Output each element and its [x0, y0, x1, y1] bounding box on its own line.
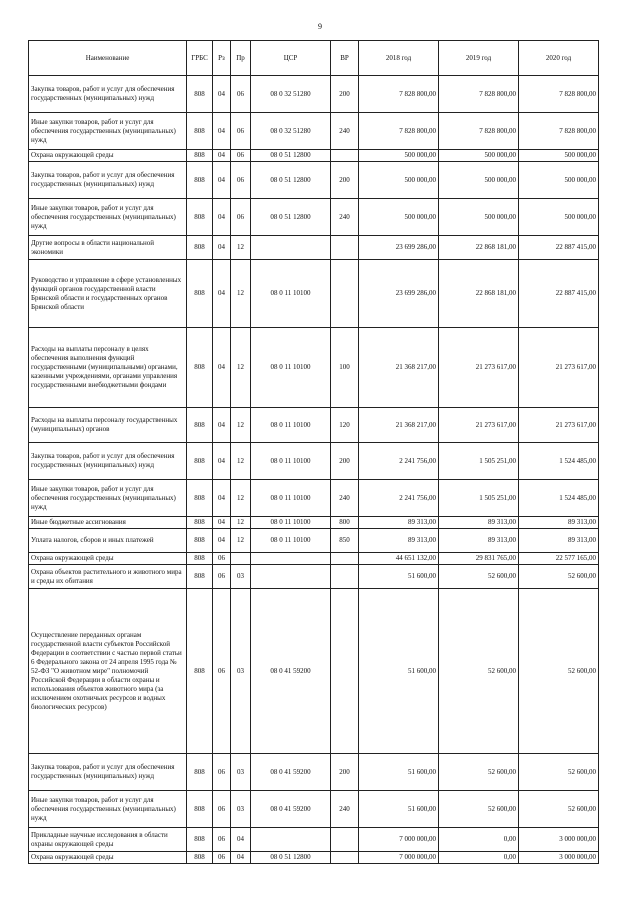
cell-rz: 06 — [213, 565, 231, 589]
cell-vr — [331, 589, 359, 754]
cell-grbs: 808 — [187, 162, 213, 199]
cell-rz: 06 — [213, 553, 231, 565]
cell-y2018: 2 241 756,00 — [359, 443, 439, 480]
table-row — [29, 553, 599, 565]
cell-csr: 08 0 32 51280 — [251, 113, 331, 150]
cell-name: Иные закупки товаров, работ и услуг для обеспечения государственных (муниципальных) нужд — [29, 199, 187, 236]
table-row — [29, 517, 599, 529]
cell-vr: 100 — [331, 328, 359, 408]
cell-pr: 12 — [231, 443, 251, 480]
cell-vr — [331, 852, 359, 864]
cell-vr — [331, 150, 359, 162]
cell-grbs: 808 — [187, 517, 213, 529]
cell-vr: 240 — [331, 113, 359, 150]
cell-csr — [251, 828, 331, 852]
cell-name: Осуществление переданных органам государственной власти субъектов Российской Федерации в соответствии с частью первой статьи 6 Федерального закона от 24 апреля 1995 года № 52-ФЗ "О животном мире" полномочий Российской Федерации в области охраны и использования объектов животного мира (за исключением охотничьих ресурсов и водных биологических ресурсов) — [29, 589, 187, 754]
cell-y2019: 22 868 181,00 — [439, 236, 519, 260]
cell-y2020: 22 887 415,00 — [519, 260, 599, 328]
cell-y2019: 22 868 181,00 — [439, 260, 519, 328]
cell-y2019: 7 828 800,00 — [439, 76, 519, 113]
cell-vr — [331, 236, 359, 260]
cell-y2020: 22 577 165,00 — [519, 553, 599, 565]
cell-rz: 04 — [213, 236, 231, 260]
table-row — [29, 162, 599, 199]
cell-vr: 240 — [331, 199, 359, 236]
table-row — [29, 150, 599, 162]
table-row — [29, 328, 599, 408]
cell-name: Охрана окружающей среды — [29, 852, 187, 864]
cell-y2020: 500 000,00 — [519, 199, 599, 236]
cell-rz: 06 — [213, 754, 231, 791]
cell-rz: 04 — [213, 480, 231, 517]
budget-table — [28, 40, 599, 864]
cell-rz: 06 — [213, 852, 231, 864]
cell-grbs: 808 — [187, 150, 213, 162]
table-row — [29, 76, 599, 113]
cell-y2019: 89 313,00 — [439, 517, 519, 529]
table-row — [29, 199, 599, 236]
cell-y2020: 1 524 485,00 — [519, 443, 599, 480]
cell-y2020: 52 600,00 — [519, 791, 599, 828]
cell-vr: 240 — [331, 791, 359, 828]
table-row — [29, 236, 599, 260]
cell-vr: 200 — [331, 76, 359, 113]
cell-y2020: 52 600,00 — [519, 754, 599, 791]
cell-vr: 200 — [331, 443, 359, 480]
cell-csr: 08 0 41 59200 — [251, 754, 331, 791]
cell-vr — [331, 553, 359, 565]
cell-rz: 04 — [213, 76, 231, 113]
cell-vr: 240 — [331, 480, 359, 517]
cell-y2019: 29 831 765,00 — [439, 553, 519, 565]
cell-vr — [331, 260, 359, 328]
header-row — [29, 41, 599, 76]
page-number: 9 — [318, 22, 322, 31]
cell-y2018: 44 651 132,00 — [359, 553, 439, 565]
cell-y2018: 500 000,00 — [359, 162, 439, 199]
cell-vr — [331, 828, 359, 852]
cell-rz: 04 — [213, 408, 231, 443]
col-header-name: Наименование — [29, 41, 187, 76]
cell-y2020: 52 600,00 — [519, 565, 599, 589]
cell-csr — [251, 553, 331, 565]
table-row — [29, 113, 599, 150]
cell-csr: 08 0 11 10100 — [251, 328, 331, 408]
cell-grbs: 808 — [187, 754, 213, 791]
cell-y2018: 7 000 000,00 — [359, 828, 439, 852]
cell-pr: 06 — [231, 199, 251, 236]
cell-grbs: 808 — [187, 199, 213, 236]
cell-csr: 08 0 41 59200 — [251, 791, 331, 828]
cell-y2020: 500 000,00 — [519, 162, 599, 199]
cell-y2018: 23 699 286,00 — [359, 260, 439, 328]
cell-y2020: 3 000 000,00 — [519, 828, 599, 852]
cell-y2019: 1 505 251,00 — [439, 443, 519, 480]
cell-pr: 06 — [231, 76, 251, 113]
cell-grbs: 808 — [187, 529, 213, 553]
cell-name: Охрана объектов растительного и животного мира и среды их обитания — [29, 565, 187, 589]
table-row — [29, 565, 599, 589]
cell-pr: 03 — [231, 565, 251, 589]
cell-y2019: 500 000,00 — [439, 150, 519, 162]
col-header-pr: Пр — [231, 41, 251, 76]
cell-rz: 06 — [213, 828, 231, 852]
cell-rz: 04 — [213, 260, 231, 328]
cell-grbs: 808 — [187, 791, 213, 828]
cell-y2019: 1 505 251,00 — [439, 480, 519, 517]
cell-y2018: 51 600,00 — [359, 754, 439, 791]
cell-csr: 08 0 11 10100 — [251, 443, 331, 480]
cell-grbs: 808 — [187, 443, 213, 480]
cell-y2020: 52 600,00 — [519, 589, 599, 754]
cell-y2019: 500 000,00 — [439, 199, 519, 236]
cell-grbs: 808 — [187, 852, 213, 864]
cell-y2020: 7 828 800,00 — [519, 76, 599, 113]
cell-y2018: 89 313,00 — [359, 529, 439, 553]
cell-rz: 04 — [213, 328, 231, 408]
cell-y2019: 7 828 800,00 — [439, 113, 519, 150]
cell-csr — [251, 236, 331, 260]
cell-y2018: 21 368 217,00 — [359, 328, 439, 408]
cell-pr: 12 — [231, 517, 251, 529]
cell-rz: 06 — [213, 791, 231, 828]
cell-y2019: 52 600,00 — [439, 791, 519, 828]
cell-csr — [251, 565, 331, 589]
cell-grbs: 808 — [187, 828, 213, 852]
cell-csr: 08 0 32 51280 — [251, 76, 331, 113]
cell-name: Иные закупки товаров, работ и услуг для обеспечения государственных (муниципальных) нужд — [29, 113, 187, 150]
cell-y2018: 500 000,00 — [359, 150, 439, 162]
cell-csr: 08 0 11 10100 — [251, 480, 331, 517]
cell-y2019: 52 600,00 — [439, 754, 519, 791]
cell-pr: 12 — [231, 480, 251, 517]
table-row — [29, 754, 599, 791]
cell-name: Руководство и управление в сфере установленных функций органов государственной власти Брянской области и государственных органов Брянской области — [29, 260, 187, 328]
cell-grbs: 808 — [187, 260, 213, 328]
table-row — [29, 791, 599, 828]
cell-y2018: 51 600,00 — [359, 791, 439, 828]
cell-y2020: 21 273 617,00 — [519, 408, 599, 443]
table-row — [29, 529, 599, 553]
cell-vr: 800 — [331, 517, 359, 529]
cell-name: Расходы на выплаты персоналу государственных (муниципальных) органов — [29, 408, 187, 443]
cell-rz: 04 — [213, 517, 231, 529]
cell-y2018: 500 000,00 — [359, 199, 439, 236]
cell-y2019: 0,00 — [439, 828, 519, 852]
cell-y2020: 3 000 000,00 — [519, 852, 599, 864]
cell-pr: 04 — [231, 852, 251, 864]
cell-name: Уплата налогов, сборов и иных платежей — [29, 529, 187, 553]
cell-y2019: 52 600,00 — [439, 565, 519, 589]
cell-pr: 12 — [231, 236, 251, 260]
cell-rz: 04 — [213, 199, 231, 236]
cell-pr: 06 — [231, 150, 251, 162]
cell-y2018: 7 828 800,00 — [359, 113, 439, 150]
cell-pr: 06 — [231, 162, 251, 199]
table-row — [29, 589, 599, 754]
cell-y2020: 22 887 415,00 — [519, 236, 599, 260]
cell-grbs: 808 — [187, 480, 213, 517]
cell-y2019: 21 273 617,00 — [439, 328, 519, 408]
cell-vr — [331, 565, 359, 589]
cell-csr: 08 0 51 12800 — [251, 199, 331, 236]
cell-grbs: 808 — [187, 589, 213, 754]
cell-y2020: 1 524 485,00 — [519, 480, 599, 517]
col-header-2020: 2020 год — [519, 41, 599, 76]
cell-y2018: 89 313,00 — [359, 517, 439, 529]
cell-y2020: 21 273 617,00 — [519, 328, 599, 408]
cell-name: Иные закупки товаров, работ и услуг для обеспечения государственных (муниципальных) нужд — [29, 791, 187, 828]
cell-y2018: 7 000 000,00 — [359, 852, 439, 864]
cell-name: Охрана окружающей среды — [29, 150, 187, 162]
cell-rz: 04 — [213, 529, 231, 553]
cell-y2020: 89 313,00 — [519, 529, 599, 553]
cell-pr: 12 — [231, 328, 251, 408]
cell-y2018: 21 368 217,00 — [359, 408, 439, 443]
table-row — [29, 443, 599, 480]
cell-name: Закупка товаров, работ и услуг для обеспечения государственных (муниципальных) нужд — [29, 162, 187, 199]
col-header-vr: ВР — [331, 41, 359, 76]
cell-y2020: 500 000,00 — [519, 150, 599, 162]
cell-grbs: 808 — [187, 76, 213, 113]
cell-y2018: 7 828 800,00 — [359, 76, 439, 113]
cell-csr: 08 0 51 12800 — [251, 852, 331, 864]
cell-grbs: 808 — [187, 565, 213, 589]
table-row — [29, 828, 599, 852]
col-header-rz: Рз — [213, 41, 231, 76]
cell-y2019: 0,00 — [439, 852, 519, 864]
cell-name: Закупка товаров, работ и услуг для обеспечения государственных (муниципальных) нужд — [29, 754, 187, 791]
col-header-2018: 2018 год — [359, 41, 439, 76]
cell-pr — [231, 553, 251, 565]
cell-csr: 08 0 41 59200 — [251, 589, 331, 754]
cell-y2018: 51 600,00 — [359, 589, 439, 754]
cell-pr: 03 — [231, 791, 251, 828]
cell-rz: 04 — [213, 150, 231, 162]
cell-name: Расходы на выплаты персоналу в целях обеспечения выполнения функций государственными (муниципальными) органами, казенными учреждениями, органами управления государственными внебюджетными фондами — [29, 328, 187, 408]
cell-grbs: 808 — [187, 408, 213, 443]
cell-vr: 200 — [331, 754, 359, 791]
cell-pr: 06 — [231, 113, 251, 150]
cell-rz: 04 — [213, 162, 231, 199]
cell-y2019: 89 313,00 — [439, 529, 519, 553]
cell-y2018: 2 241 756,00 — [359, 480, 439, 517]
cell-pr: 12 — [231, 260, 251, 328]
cell-grbs: 808 — [187, 113, 213, 150]
cell-rz: 06 — [213, 589, 231, 754]
cell-y2019: 21 273 617,00 — [439, 408, 519, 443]
cell-rz: 04 — [213, 443, 231, 480]
cell-csr: 08 0 11 10100 — [251, 529, 331, 553]
cell-y2018: 51 600,00 — [359, 565, 439, 589]
cell-csr: 08 0 11 10100 — [251, 408, 331, 443]
cell-pr: 04 — [231, 828, 251, 852]
cell-name: Иные закупки товаров, работ и услуг для обеспечения государственных (муниципальных) нужд — [29, 480, 187, 517]
cell-name: Иные бюджетные ассигнования — [29, 517, 187, 529]
cell-y2019: 500 000,00 — [439, 162, 519, 199]
cell-name: Другие вопросы в области национальной экономики — [29, 236, 187, 260]
cell-vr: 850 — [331, 529, 359, 553]
cell-y2020: 89 313,00 — [519, 517, 599, 529]
cell-name: Закупка товаров, работ и услуг для обеспечения государственных (муниципальных) нужд — [29, 76, 187, 113]
cell-name: Охрана окружающей среды — [29, 553, 187, 565]
cell-grbs: 808 — [187, 236, 213, 260]
col-header-2019: 2019 год — [439, 41, 519, 76]
cell-pr: 03 — [231, 754, 251, 791]
col-header-csr: ЦСР — [251, 41, 331, 76]
table-body — [29, 76, 599, 864]
cell-pr: 12 — [231, 408, 251, 443]
cell-y2020: 7 828 800,00 — [519, 113, 599, 150]
cell-csr: 08 0 11 10100 — [251, 517, 331, 529]
cell-csr: 08 0 51 12800 — [251, 150, 331, 162]
cell-pr: 03 — [231, 589, 251, 754]
cell-csr: 08 0 51 12800 — [251, 162, 331, 199]
table-row — [29, 852, 599, 864]
cell-vr: 200 — [331, 162, 359, 199]
cell-pr: 12 — [231, 529, 251, 553]
table-row — [29, 408, 599, 443]
cell-y2018: 23 699 286,00 — [359, 236, 439, 260]
table-row — [29, 260, 599, 328]
table-row — [29, 480, 599, 517]
cell-name: Закупка товаров, работ и услуг для обеспечения государственных (муниципальных) нужд — [29, 443, 187, 480]
cell-rz: 04 — [213, 113, 231, 150]
cell-vr: 120 — [331, 408, 359, 443]
cell-grbs: 808 — [187, 553, 213, 565]
cell-y2019: 52 600,00 — [439, 589, 519, 754]
cell-grbs: 808 — [187, 328, 213, 408]
cell-name: Прикладные научные исследования в области охраны окружающей среды — [29, 828, 187, 852]
cell-csr: 08 0 11 10100 — [251, 260, 331, 328]
col-header-grbs: ГРБС — [187, 41, 213, 76]
